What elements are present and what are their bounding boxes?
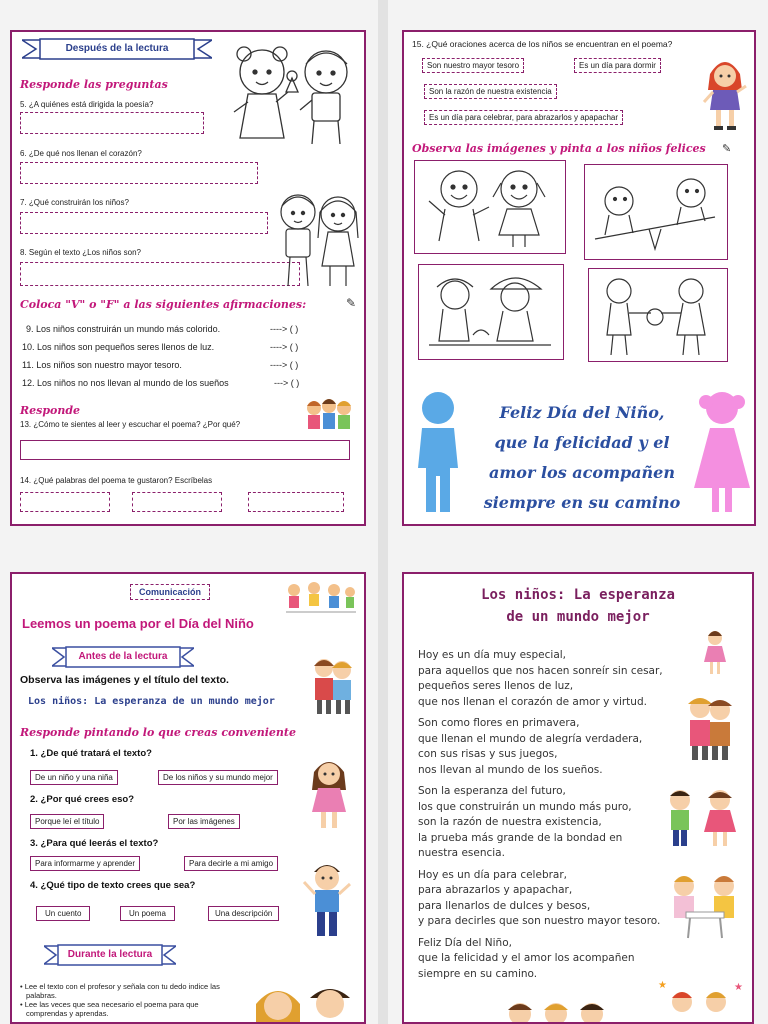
poem-line: para aquellos que nos hacen sonreír sin cesar, xyxy=(418,664,663,677)
girl-dancing-illustration xyxy=(700,628,730,678)
ribbon-label: Antes de la lectura xyxy=(78,651,168,662)
poem-line: para abrazarlos y apapachar, xyxy=(418,884,573,896)
answer-box-5[interactable] xyxy=(20,112,204,134)
poem-line: con sus risas y sus juegos, xyxy=(418,748,558,760)
page-divider-vertical xyxy=(378,0,388,1024)
poem-title xyxy=(404,584,752,628)
girl-red-hair-illustration xyxy=(700,56,750,132)
statement-10-mark[interactable]: ----> ( ) xyxy=(270,342,299,352)
poem-title-line-1: Los niños: La esperanza xyxy=(481,587,675,603)
worksheet-page-paint xyxy=(402,30,756,526)
poem-line: los que construirán un mundo más puro, xyxy=(418,800,632,813)
statement-11-mark[interactable]: ----> ( ) xyxy=(270,360,299,370)
question-13: 13. ¿Cómo te sientes al leer y escuchar el poema? ¿Por qué? xyxy=(20,420,241,429)
kids-couple-illustration xyxy=(682,694,738,764)
poem-line: Hoy es un día muy especial, xyxy=(418,649,567,661)
reading-bullets xyxy=(18,982,238,1018)
question-5: 5. ¿A quiénes está dirigida la poesía? xyxy=(20,100,154,109)
greeting-line-4: siempre en su camino xyxy=(483,493,681,512)
statement-12: 12. Los niños no nos llevan al mundo de los sueños xyxy=(22,378,229,388)
poem-line: la prueba más grande de la bondad en xyxy=(418,831,623,844)
poem-line: que nos llenan el corazón de amor y virtud. xyxy=(418,695,647,708)
ribbon-after-reading xyxy=(22,38,212,60)
stanza-1 xyxy=(418,648,678,710)
ribbon-before-reading xyxy=(52,646,194,668)
kids-bottom-illustration xyxy=(654,976,750,1022)
worksheet-page-poem xyxy=(402,572,754,1024)
kids-faces-illustration xyxy=(248,978,360,1024)
girl-silhouette-icon xyxy=(692,388,752,521)
statement-12-mark[interactable]: ---> ( ) xyxy=(274,378,300,388)
statement-9-mark[interactable]: ----> ( ) xyxy=(270,324,299,334)
poem-line: que llenan el mundo de alegría verdadera, xyxy=(418,732,643,745)
answer-box-7[interactable] xyxy=(20,212,268,234)
section-title-respond: Responde xyxy=(20,404,81,417)
svg-text:★: ★ xyxy=(734,982,743,993)
boy-waving-illustration xyxy=(302,858,352,944)
poem-line: que la felicidad y el amor los acompañen xyxy=(418,952,635,964)
option-lei-titulo[interactable]: Porque leí el título xyxy=(30,814,104,829)
bullet-1: • Lee el texto con el profesor y señala con tu dedo indice las palabras. xyxy=(20,982,220,1000)
option-decirle-amigo[interactable]: Para decirle a mi amigo xyxy=(184,856,278,871)
bullet-2: • Lee las veces que sea necesario el poema para que comprendas y aprendas. xyxy=(20,1000,199,1018)
poem-title-line-2: de un mundo mejor xyxy=(506,609,650,625)
poem-line: Son la esperanza del futuro, xyxy=(418,785,566,797)
stanza-2 xyxy=(418,716,678,778)
question-6: 6. ¿De qué nos llenan el corazón? xyxy=(20,149,142,158)
image-frame-seesaw[interactable] xyxy=(584,164,728,260)
boy-and-girl-color-illustration xyxy=(662,786,742,850)
question-3: 3. ¿Para qué leerás el texto? xyxy=(30,838,159,849)
section-title-true-false: Coloca "V" o "F" a las siguientes afirmaciones: xyxy=(20,298,307,311)
stanza-4 xyxy=(418,868,678,930)
poem-line: son la razón de nuestra existencia, xyxy=(418,816,602,828)
ribbon-label: Después de la lectura xyxy=(65,43,169,54)
stanza-3 xyxy=(418,784,678,862)
children-group-icon xyxy=(304,394,354,434)
option-cuento[interactable]: Un cuento xyxy=(36,906,90,921)
section-title-observe: Observa las imágenes y pinta a los niños felices xyxy=(412,142,706,155)
statement-11: 11. Los niños son nuestro mayor tesoro. xyxy=(22,360,182,370)
answer-box-14b[interactable] xyxy=(132,492,222,512)
option-dia-celebrar[interactable]: Es un día para celebrar, para abrazarlos y apapachar xyxy=(424,110,623,125)
question-15: 15. ¿Qué oraciones acerca de los niños se encuentran en el poema? xyxy=(412,39,673,49)
kids-tea-party-illustration xyxy=(666,870,744,942)
poem-line: siempre en su camino. xyxy=(418,967,538,980)
boy-silhouette-icon xyxy=(414,388,462,521)
option-descripcion[interactable]: Una descripción xyxy=(208,906,279,921)
option-informarme[interactable]: Para informarme y aprender xyxy=(30,856,140,871)
question-4: 4. ¿Qué tipo de texto crees que sea? xyxy=(30,880,196,891)
kids-hugging-illustration xyxy=(308,654,358,716)
poem-title-preview: Los niños: La esperanza de un mundo mejor xyxy=(28,696,275,707)
girl-blonde-illustration xyxy=(308,756,350,834)
instruction-observe: Observa las imágenes y el título del texto. xyxy=(20,674,229,686)
bullet-2-text: Lee las veces que sea necesario el poema para que comprendas y aprendas. xyxy=(24,1000,199,1018)
question-14: 14. ¿Qué palabras del poema te gustaron? Escríbelas xyxy=(20,476,213,485)
poem-line: pequeños seres llenos de luz, xyxy=(418,680,574,692)
section-title-paint: Responde pintando lo que creas conveniente xyxy=(20,726,296,739)
stanza-5 xyxy=(418,936,678,983)
kids-eating-icecream-illustration xyxy=(226,38,362,150)
option-nino-nina[interactable]: De un niño y una niña xyxy=(30,770,118,785)
answer-box-8[interactable] xyxy=(20,262,300,286)
image-frame-kids-fighting[interactable] xyxy=(588,268,728,362)
worksheet-page-before-reading xyxy=(10,572,366,1024)
greeting-line-1: Feliz Día del Niño, xyxy=(499,403,665,422)
bullet-1-text: Lee el texto con el profesor y señala con tu dedo indice las palabras. xyxy=(24,982,220,1000)
pencil-icon: ✎ xyxy=(346,296,357,310)
question-7: 7. ¿Qué construirán los niños? xyxy=(20,198,129,207)
pencil-icon: ✎ xyxy=(722,143,732,155)
option-poema[interactable]: Un poema xyxy=(120,906,175,921)
greeting-message xyxy=(464,398,700,518)
answer-box-6[interactable] xyxy=(20,162,258,184)
option-imagenes[interactable]: Por las imágenes xyxy=(168,814,240,829)
image-frame-picnic[interactable] xyxy=(418,264,564,360)
statement-10: 10. Los niños son pequeños seres llenos de luz. xyxy=(22,342,215,352)
page-title: Leemos un poema por el Día del Niño xyxy=(22,616,254,631)
subject-badge: Comunicación xyxy=(130,584,210,600)
greeting-line-3: amor los acompañen xyxy=(488,463,675,482)
question-1: 1. ¿De qué tratará el texto? xyxy=(30,748,152,759)
worksheet-page-after-reading xyxy=(10,30,366,526)
poem-line: nuestra esencia. xyxy=(418,847,505,859)
ribbon-during-reading xyxy=(44,944,176,966)
answer-box-13[interactable] xyxy=(20,440,350,460)
poem-line: Hoy es un día para celebrar, xyxy=(418,868,568,881)
poem-line: nos llevan al mundo de los sueños. xyxy=(418,763,603,776)
answer-box-14c[interactable] xyxy=(248,492,344,512)
greeting-line-2: que la felicidad y el xyxy=(494,433,670,452)
poem-line: y para decirles que son nuestro mayor tesoro. xyxy=(418,915,661,927)
question-8: 8. Según el texto ¿Los niños son? xyxy=(20,248,141,257)
ribbon-label: Durante la lectura xyxy=(67,949,153,960)
option-ninos-mundo-mejor[interactable]: De los niños y su mundo mejor xyxy=(158,770,278,785)
statement-9: 9. Los niños construirán un mundo más colorido. xyxy=(26,324,221,334)
poem-line: para llenarlos de dulces y besos, xyxy=(418,899,591,912)
boy-and-girl-illustration xyxy=(274,182,366,292)
poem-line: Feliz Día del Niño, xyxy=(418,936,512,949)
poem-body xyxy=(418,648,678,982)
image-frame-happy-kids[interactable] xyxy=(414,160,566,254)
question-2: 2. ¿Por qué crees eso? xyxy=(30,794,135,805)
svg-text:★: ★ xyxy=(658,980,667,991)
answer-box-14a[interactable] xyxy=(20,492,110,512)
kids-heads-illustration xyxy=(496,994,616,1024)
section-title-answer: Responde las preguntas xyxy=(20,78,168,91)
poem-line: Son como flores en primavera, xyxy=(418,717,580,729)
option-mayor-tesoro[interactable]: Son nuestro mayor tesoro xyxy=(422,58,524,73)
children-jumping-illustration xyxy=(282,580,358,620)
option-razon-existencia[interactable]: Son la razón de nuestra existencia xyxy=(424,84,557,99)
option-dia-dormir[interactable]: Es un día para dormir xyxy=(574,58,661,73)
